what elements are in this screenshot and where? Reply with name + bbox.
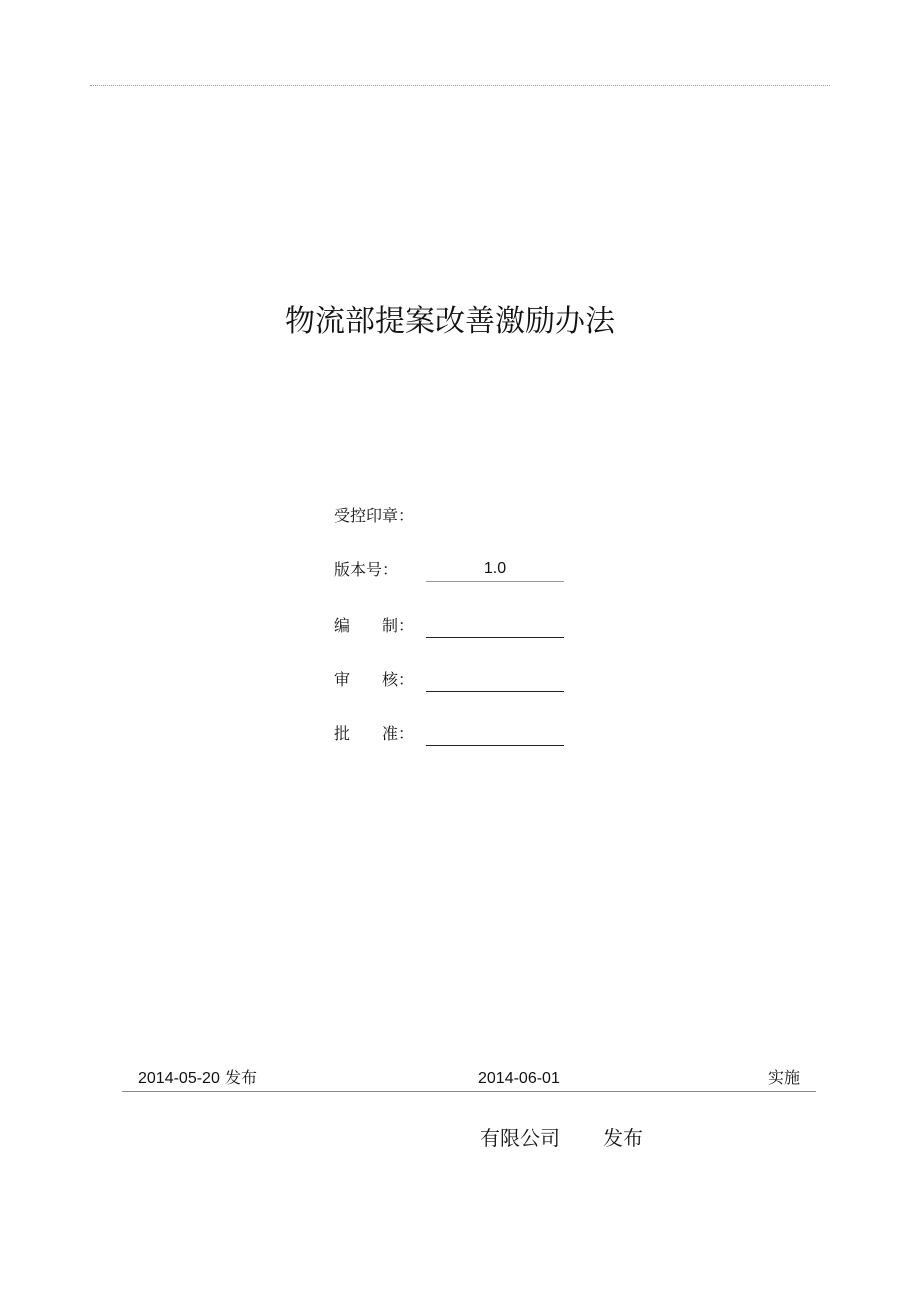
- prepared-label: 编 制：: [334, 616, 415, 635]
- publish-date: 2014-05-20: [138, 1070, 220, 1087]
- issuer-action: 发布: [603, 1126, 643, 1150]
- approved-label: 批 准：: [334, 724, 415, 743]
- effective-date: 2014-06-01: [478, 1070, 560, 1087]
- publish-date-block: [138, 1068, 257, 1089]
- publish-label: 发布: [224, 1068, 257, 1087]
- effective-label-block: [768, 1068, 800, 1088]
- effective-label: 实施: [768, 1068, 801, 1087]
- header-rule: [90, 85, 830, 86]
- effective-date-block: [478, 1068, 560, 1089]
- version-label: 版本号：: [334, 560, 399, 579]
- reviewed-value: [426, 667, 564, 692]
- footer-rule: [122, 1091, 816, 1092]
- document-title: 物流部提案改善激励办法: [285, 304, 615, 339]
- seal-label: 受控印章：: [334, 506, 415, 525]
- approved-value: [426, 721, 564, 746]
- reviewed-label: 审 核：: [334, 670, 415, 689]
- prepared-value: [426, 613, 564, 638]
- version-value: 1.0: [426, 557, 564, 582]
- issuer-company: 有限公司: [480, 1126, 560, 1150]
